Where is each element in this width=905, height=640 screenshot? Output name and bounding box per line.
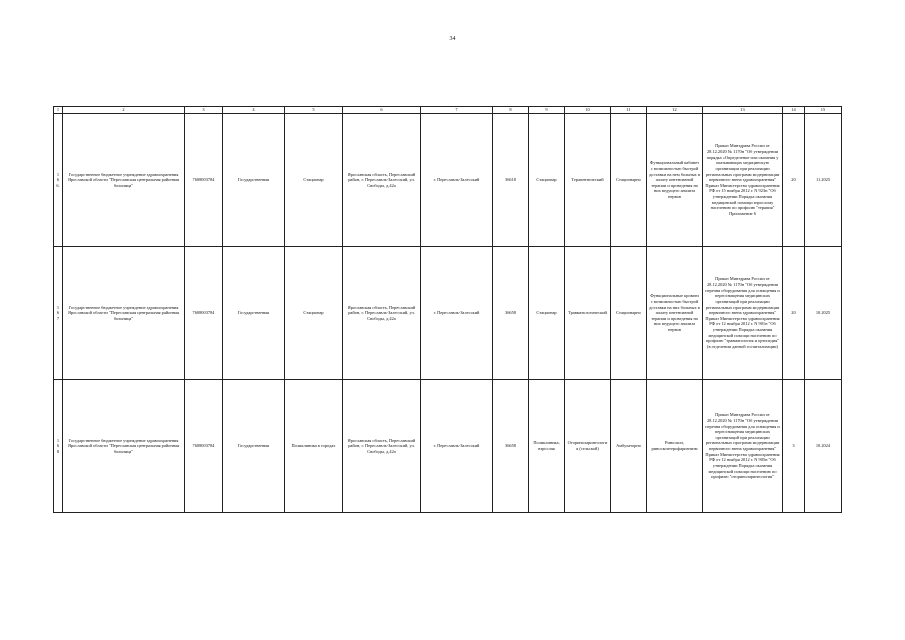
city: г. Переславль-Залесский	[421, 247, 493, 380]
legal-basis: Приказ Минздрава России от 28.12.2020 № 1170н "Об утверждении перечня оборудования для оснащения и переоснащения медицинских организаций при реализации региональных программ модернизации первичного звена здравоохранения" Приказ Министерства здравоохранения РФ от 12 ноября 2012 г. N 901н "Об утверждении Порядка оказания медицинской помощи населению по профилю "травматология и ортопедия" (в отделении данной госпитализации)	[703, 247, 783, 380]
code: 36618	[493, 114, 529, 247]
department: Терапевтический	[565, 114, 611, 247]
care-form: Стационарно	[611, 247, 647, 380]
header-row	[54, 107, 842, 114]
col-header: 9	[529, 107, 565, 114]
page-number: 34	[449, 36, 456, 42]
care-form: Стационарно	[611, 114, 647, 247]
city: г. Переславль-Залесский	[421, 380, 493, 513]
legal-basis: Приказ Минздрава России от 28.12.2020 № 1170н "Об утверждении перечня оборудования для оснащения и переоснащения медицинских организаций при реализации региональных программ модернизации первичного звена здравоохранения" Приказ Министерства здравоохранения РФ от 12 ноября 2012 г. N 905н "Об утверждении Порядка оказания медицинской помощи населению по профилю "оториноларингология"	[703, 380, 783, 513]
col-header: 6	[343, 107, 421, 114]
ownership: Государственная	[223, 380, 285, 513]
row-number: 167	[54, 247, 63, 380]
col-header: 2	[63, 107, 185, 114]
facility-type: Стационар	[285, 114, 343, 247]
row-number: 166.	[54, 114, 63, 247]
organization-name: Государственное бюджетное учреждение здравоохранения Ярославской области "Переславская центральная районная больница"	[63, 114, 185, 247]
table-row	[54, 247, 842, 380]
legal-basis: Приказ Минздрава России от 28.12.2020 № 1170н "Об утверждении порядка «Определение или оказания у оказывающих медицинскую организации при реализации региональных программ модернизации первичного звена здравоохранения" Приказ Министерства здравоохранения РФ от 15 ноября 2012 г. N 923н "Об утверждении Порядка оказания медицинской помощи взрослому населению по профилю "терапия" Приложение 6	[703, 114, 783, 247]
unit: Стационар	[529, 114, 565, 247]
date: 10.2025	[805, 247, 842, 380]
city: г. Переславль-Залесский	[421, 114, 493, 247]
department: Оториноларингология (сельской)	[565, 380, 611, 513]
col-header: 12	[647, 107, 703, 114]
col-header: 7	[421, 107, 493, 114]
col-header: 10	[565, 107, 611, 114]
facility-type: Стационар	[285, 247, 343, 380]
inn: 7608003784	[185, 380, 223, 513]
col-header: 1	[54, 107, 63, 114]
unit: Стационар	[529, 247, 565, 380]
equipment: Функциональные кровати с возможностью быстрой доставки на них больных в палату интенсивной терапии и проведения на них ведущего анализа нервов	[647, 247, 703, 380]
equipment: Риноскоп, риноскоптерофаризнизм	[647, 380, 703, 513]
facility-type: Поликлиника в городах	[285, 380, 343, 513]
inn: 7608003784	[185, 247, 223, 380]
equipment: Функциональный кабинет с возможностью быстрой доставки на нем больных в палату интенсивной терапии и проведения на них ведущего анализа нервов	[647, 114, 703, 247]
organization-name: Государственное бюджетное учреждение здравоохранения Ярославской области "Переславская центральная районная больница"	[63, 380, 185, 513]
code: 36658	[493, 380, 529, 513]
organization-name: Государственное бюджетное учреждение здравоохранения Ярославской области "Переславская центральная районная больница"	[63, 247, 185, 380]
col-header: 13	[703, 107, 783, 114]
address: Ярославская область, Переславский район, г. Переславль-Залесский, ул. Свободы, д.42а	[343, 247, 421, 380]
department: Травматологический	[565, 247, 611, 380]
col-header: 5	[285, 107, 343, 114]
quantity: 20	[783, 114, 805, 247]
address: Ярославская область, Переславский район, г. Переславль-Залесский, ул. Свободы, д.42а	[343, 380, 421, 513]
equipment-table	[53, 106, 842, 513]
row-number: 168	[54, 380, 63, 513]
inn: 7608003784	[185, 114, 223, 247]
table-row	[54, 114, 842, 247]
col-header: 4	[223, 107, 285, 114]
care-form: Амбулаторно	[611, 380, 647, 513]
col-header: 15	[805, 107, 842, 114]
unit: Поликлиника, взрослая	[529, 380, 565, 513]
col-header: 3	[185, 107, 223, 114]
ownership: Государственная	[223, 247, 285, 380]
quantity: 20	[783, 247, 805, 380]
address: Ярославская область, Переславский район, г. Переславль-Залесский, ул. Свободы, д.42а	[343, 114, 421, 247]
date: 11.2025	[805, 114, 842, 247]
code: 36658	[493, 247, 529, 380]
col-header: 8	[493, 107, 529, 114]
col-header: 14	[783, 107, 805, 114]
table-row	[54, 380, 842, 513]
ownership: Государственная	[223, 114, 285, 247]
quantity: 3	[783, 380, 805, 513]
col-header: 11	[611, 107, 647, 114]
date: 10.2024	[805, 380, 842, 513]
